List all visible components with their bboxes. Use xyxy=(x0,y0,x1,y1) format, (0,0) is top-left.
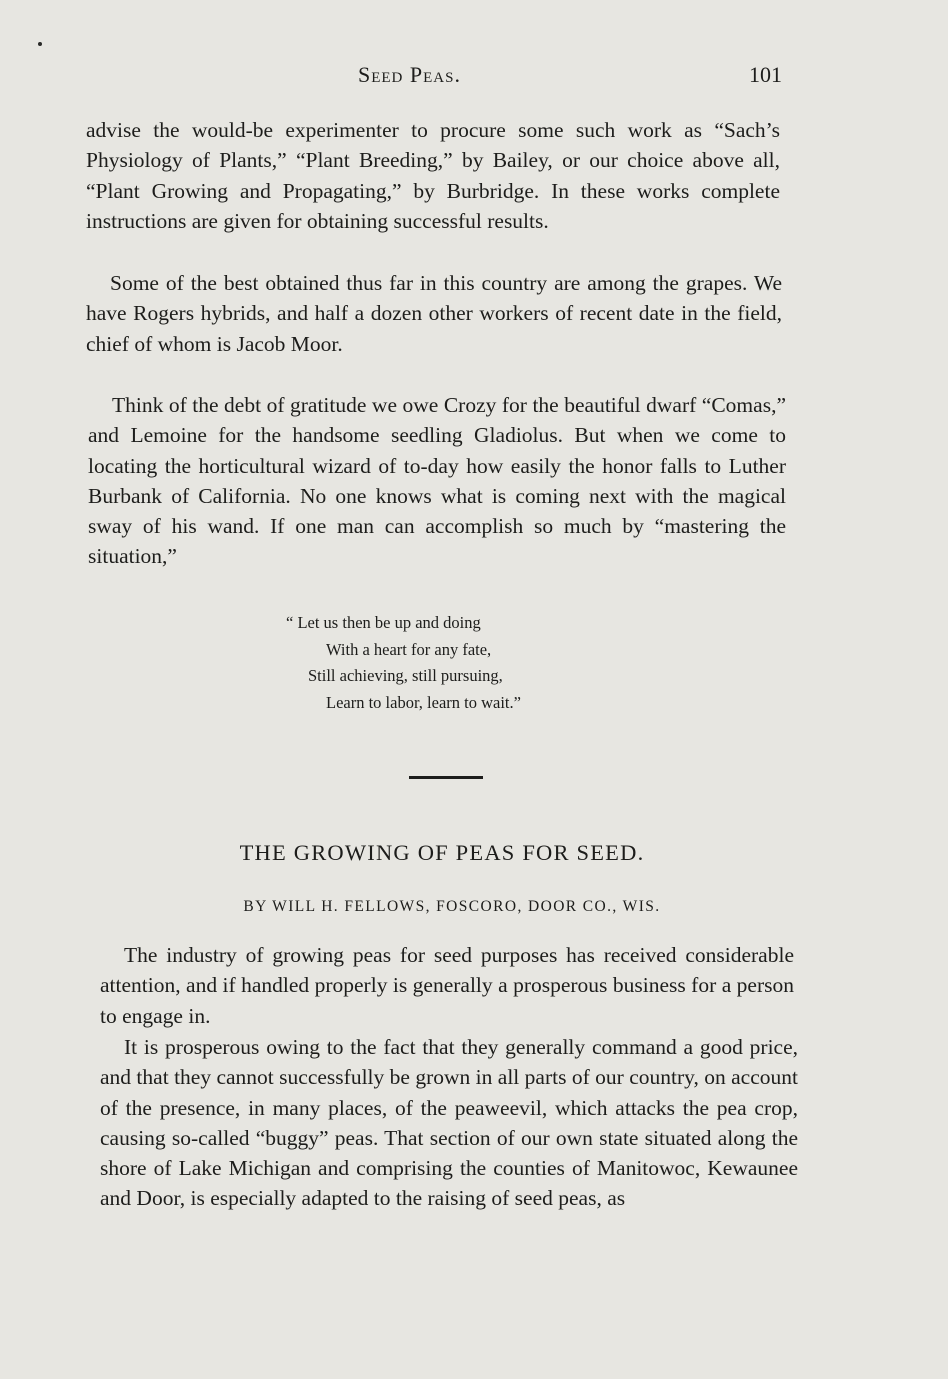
poem-line: With a heart for any fate, xyxy=(326,639,492,659)
poem-line: Still achieving, still pursuing, xyxy=(308,666,503,685)
page-number: 101 xyxy=(749,62,782,87)
paragraph: It is prosperous owing to the fact that they generally command a good price, and that they cannot successfully be grown in all parts of our country, on account of the presence, in many places, of the peaweevil, which attacks the pea crop, causing so-called “buggy” peas. That section of our own state situated along the shore of Lake Michigan and comprising the counties of Manitowoc, Kewaunee and Door, is especially adapted to the raising of seed peas, as xyxy=(100,1035,798,1211)
section-divider xyxy=(409,776,483,779)
poem-line: Learn to labor, learn to wait.” xyxy=(326,692,521,712)
poem-quote xyxy=(286,610,646,716)
paragraph: Some of the best obtained thus far in this country are among the grapes. We have Rogers hybrids, and half a dozen other workers of recent date in the field, chief of whom is Jacob Moor. xyxy=(86,271,782,356)
running-head xyxy=(88,62,782,92)
paragraph: advise the would-be experimenter to procure some such work as “Sach’s Physiology of Plants,” “Plant Breeding,” by Bailey, or our choice above all, “Plant Growing and Propagating,” by Burbridge. In these works complete instructions are given for obtaining successful results. xyxy=(86,118,780,233)
article-title: THE GROWING OF PEAS FOR SEED. xyxy=(239,840,645,865)
poem-line: “ Let us then be up and doing xyxy=(286,613,481,632)
running-title: Seed Peas. xyxy=(358,62,461,87)
paragraph: The industry of growing peas for seed purposes has received considerable attention, and if handled properly is generally a prosperous business for a person to engage in. xyxy=(100,943,794,1028)
article-byline: BY WILL H. FELLOWS, FOSCORO, DOOR CO., WIS. xyxy=(243,898,661,915)
ink-speck xyxy=(38,42,42,46)
paragraph: Think of the debt of gratitude we owe Crozy for the beautiful dwarf “Comas,” and Lemoine for the handsome seedling Gladiolus. But when we come to locating the horticultural wizard of to-day how easily the honor falls to Luther Burbank of California. No one knows what is coming next with the magical sway of his wand. If one man can accomplish so much by “mastering the situation,” xyxy=(88,393,786,569)
